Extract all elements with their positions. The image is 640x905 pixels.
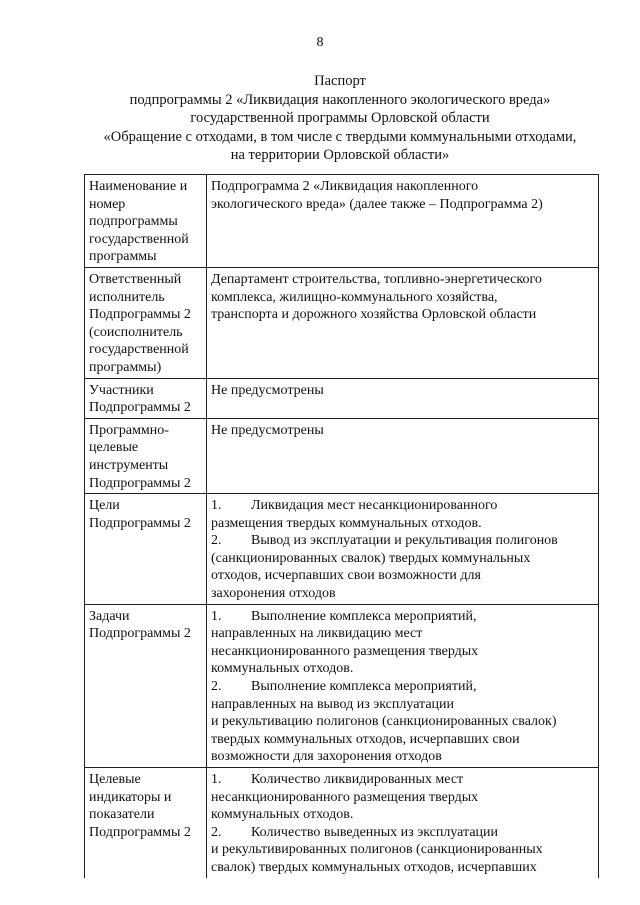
table-row [85,768,599,878]
passport-table [84,174,599,878]
item-text: коммунальных отходов. [211,807,354,823]
item-text: Количество ликвидированных мест [251,772,464,787]
row-label-line: исполнитель [89,289,165,305]
page-number: 8 [316,35,324,50]
item-number: 1. [211,608,222,624]
numbered-item [211,771,595,789]
table-row [85,604,599,767]
row-label-line: (соисполнитель [89,324,183,340]
passport-title: Паспорт [314,73,366,89]
item-number: 1. [211,498,222,514]
row-value-cell [207,378,599,418]
table-row [85,175,599,268]
item-text: захоронения отходов [211,586,336,602]
row-label-line: Программно- [89,422,169,438]
item-text: и рекультивированных полигонов (санкционированных [211,842,543,858]
numbered-item [211,824,595,842]
row-value-line: транспорта и дорожного хозяйства Орловской области [211,307,537,323]
item-text: возможности для захоронения отходов [211,749,442,765]
row-label-line: государственной [89,342,189,358]
row-label-line: Задачи [89,608,130,624]
row-label-cell [85,378,207,418]
row-label-line: номер [89,196,126,212]
header-line: на территории Орловской области» [230,147,450,163]
row-label-line: Цели [89,498,120,514]
row-label-line: программы [89,249,157,265]
row-value-cell [207,604,599,767]
table-row [85,418,599,493]
row-label-line: Участники [89,382,154,398]
item-text: Вывод из эксплуатации и рекультивация полигонов [251,533,558,549]
item-text: и рекультивацию полигонов (санкционированных свалок) [211,714,557,730]
item-number: 2. [211,824,222,840]
row-label-line: программы) [89,359,162,375]
row-label-cell [85,418,207,493]
row-value-line: экологического вреда» (далее также – Подпрограмма 2) [211,196,543,212]
row-value-cell [207,494,599,605]
item-text: свалок) твердых коммунальных отходов, исчерпавших [211,859,537,875]
row-value-line: Не предусмотрены [211,382,324,398]
item-text: несанкционированного размещения твердых [211,643,479,659]
table-row [85,267,599,378]
item-text: Ликвидация мест несанкционированного [251,498,498,514]
row-label-line: Подпрограммы 2 [89,515,191,531]
item-text: направленных на вывод из эксплуатации [211,696,455,712]
row-label-line: Целевые [89,772,141,787]
header-line: государственной программы Орловской области [190,110,490,126]
row-label-line: показатели [89,807,155,823]
row-label-line: Подпрограммы 2 [89,400,191,416]
row-label-cell [85,604,207,767]
item-number: 1. [211,772,222,787]
row-value-line: комплекса, жилищно-коммунального хозяйства, [211,289,498,305]
item-text: твердых коммунальных отходов, исчерпавших свои [211,731,520,747]
table-row [85,494,599,605]
row-label-line: Наименование и [89,179,188,194]
row-value-line: Подпрограмма 2 «Ликвидация накопленного [211,179,479,194]
row-label-line: Ответственный [89,271,182,287]
item-number: 2. [211,533,222,549]
row-label-line: Подпрограммы 2 [89,626,191,642]
row-label-line: государственной [89,231,189,247]
header-line: подпрограммы 2 «Ликвидация накопленного экологического вреда» [129,91,551,108]
row-label-line: индикаторы и [89,789,172,805]
row-value-cell [207,418,599,493]
item-text: размещения твердых коммунальных отходов. [211,515,482,531]
row-label-line: Подпрограммы 2 [89,824,191,840]
row-value-line: Департамент строительства, топливно-энергетического [211,271,542,287]
item-text: (санкционированных свалок) твердых коммунальных [211,550,531,566]
header-line: «Обращение с отходами, в том числе с твердыми коммунальными отходами, [103,128,577,145]
row-label-line: целевые [89,440,139,456]
row-label-cell [85,267,207,378]
numbered-item [211,497,595,515]
row-label-line: подпрограммы [89,214,178,230]
item-text: Выполнение комплекса мероприятий, [251,608,477,624]
item-number: 2. [211,679,222,695]
numbered-item [211,608,595,626]
item-text: Выполнение комплекса мероприятий, [251,679,477,695]
row-value-cell [207,175,599,268]
row-value-cell [207,267,599,378]
row-value-cell [207,768,599,878]
table-row [85,378,599,418]
numbered-item [211,678,595,696]
row-label-cell [85,494,207,605]
row-label-cell [85,768,207,878]
row-label-line: Подпрограммы 2 [89,307,191,323]
item-text: несанкционированного размещения твердых [211,789,479,805]
row-label-line: Подпрограммы 2 [89,475,191,491]
item-text: направленных на ликвидацию мест [211,626,423,642]
passport-header [60,72,620,165]
row-label-line: инструменты [89,457,169,473]
row-value-line: Не предусмотрены [211,422,324,438]
item-text: отходов, исчерпавших свои возможности для [211,568,481,584]
numbered-item [211,532,595,550]
item-text: Количество выведенных из эксплуатации [251,824,499,840]
item-text: коммунальных отходов. [211,661,354,677]
row-label-cell [85,175,207,268]
